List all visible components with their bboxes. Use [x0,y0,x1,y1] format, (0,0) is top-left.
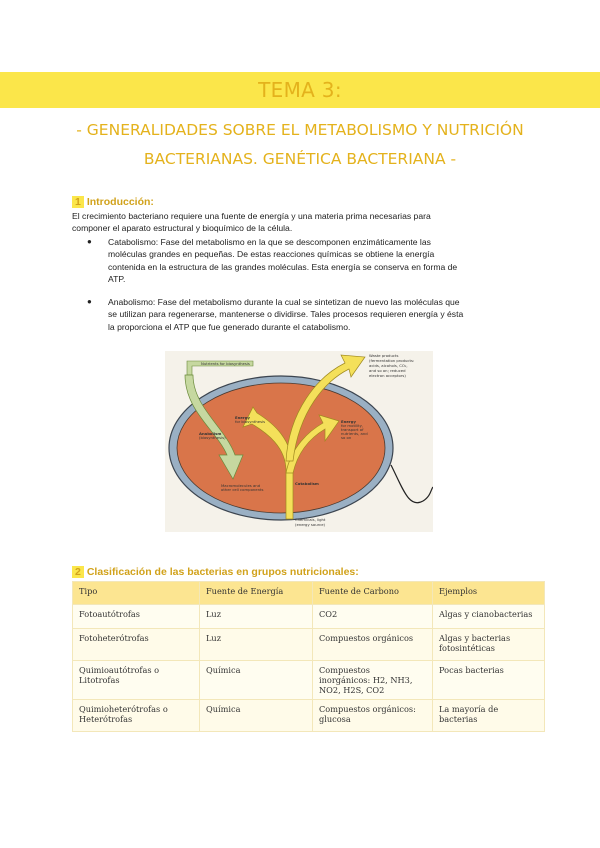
label-macromolecules: Macromolecules and [221,483,261,488]
label-waste: electron acceptors) [369,373,406,378]
cell-tipo: Quimioheterótrofas o Heterótrofas [73,700,200,732]
section-2-title: Clasificación de las bacterias en grupos nutricionales: [86,566,359,578]
header-fuente-energia: Fuente de Energía [200,582,313,605]
label-waste: acids, alcohols, CO₂, [369,363,408,368]
bullet-anabolismo [87,296,531,333]
bullet-line: Catabolismo: Fase del metabolismo en la que se descomponen enzimáticamente las [108,237,431,247]
table-row [73,629,545,661]
cell-carbono: Compuestos orgánicos [313,629,433,661]
header-fuente-carbono: Fuente de Carbono [313,582,433,605]
cell-energia: Química [200,700,313,732]
intro-paragraph [72,210,532,235]
label-waste: (fermentation products: [369,358,415,363]
bullet-line: moléculas grandes en pequeñas. De estas reacciones químicas se obtiene la energía [108,249,435,260]
cell-ejemplos: Algas y bacterias fotosintéticas [433,629,545,661]
header-ejemplos: Ejemplos [433,582,545,605]
table-row [73,700,545,732]
label-energy-right: nutrients, and [341,431,368,436]
label-energy-left: for biosynthesis [235,419,266,424]
bullet-line: la proporciona el ATP que fue generado durante el catabolismo. [108,321,351,332]
section-1-heading [72,196,154,208]
cell-tipo: Fotoheterótrofas [73,629,200,661]
cell-tipo: Quimioautótrofas o Litotrofas [73,661,200,700]
section-1-number: 1 [72,196,84,208]
label-energy-left: Energy [235,415,250,420]
cell-energia: Luz [200,605,313,629]
label-energy-right: so on [341,435,352,440]
cell-ejemplos: Pocas bacterias [433,661,545,700]
subtitle-line-1: - GENERALIDADES SOBRE EL METABOLISMO Y NUTRICIÓN [76,121,524,139]
label-energy-right: for motility, [341,423,364,428]
label-chemicals: Chemicals, light [295,517,326,522]
bullet-line: ATP. [108,274,126,285]
cell-carbono: Compuestos inorgánicos: H2, NH3, NO2, H2S, CO2 [313,661,433,700]
table-row [73,661,545,700]
section-2-heading [72,566,359,578]
bullet-dot: ● [87,237,92,246]
flagellum [391,465,433,503]
bullet-line: se utilizan para regenerarse, mantenerse o dividirse. Tales procesos requieren energía y ésta [108,309,464,320]
bullet-dot: ● [87,297,92,306]
subtitle-line-2: BACTERIANAS. GENÉTICA BACTERIANA - [143,150,457,168]
table-row [73,605,545,629]
label-energy-right: Energy [341,419,356,424]
label-waste: and so on; reduced [369,368,406,373]
label-anabolism: Anabolism [199,431,222,436]
cell-energia: Química [200,661,313,700]
header-tipo: Tipo [73,582,200,605]
bullet-line: contenida en la estructura de las grandes moléculas. Esta energía se conserva en forma de [108,261,458,272]
label-macromolecules: other cell components [221,487,264,492]
bullet-line: Anabolismo: Fase del metabolismo durante la cual se sintetizan de nuevo las moléculas que [108,297,460,307]
page-title: TEMA 3: [258,78,342,102]
cell-carbono: Compuestos orgánicos: glucosa [313,700,433,732]
cell-carbono: CO2 [313,605,433,629]
cell-ejemplos: Algas y cianobacterias [433,605,545,629]
label-anabolism: (biosynthesis) [199,435,226,440]
label-catabolism: Catabolism [295,481,319,486]
section-2-number: 2 [72,566,84,578]
metabolism-diagram [165,351,433,532]
cell-energia: Luz [200,629,313,661]
label-chemicals: (energy source) [295,522,326,527]
label-nutrients: Nutrients for biosynthesis [201,361,250,366]
intro-line: El crecimiento bacteriano requiere una fuente de energía y una materia prima necesarias para [72,211,431,221]
label-energy-right: transport of [341,427,364,432]
metabolism-figure [165,351,433,532]
label-waste: Waste products [369,353,399,358]
section-1-title: Introducción: [86,196,154,208]
cell-ejemplos: La mayoría de bacterias [433,700,545,732]
bullet-catabolismo [87,236,531,286]
intro-line: componer el aparato estructural y bioquímico de la célula. [72,223,293,234]
table-header-row [73,582,545,605]
cell-tipo: Fotoautótrofas [73,605,200,629]
nutritional-groups-table [72,581,545,732]
